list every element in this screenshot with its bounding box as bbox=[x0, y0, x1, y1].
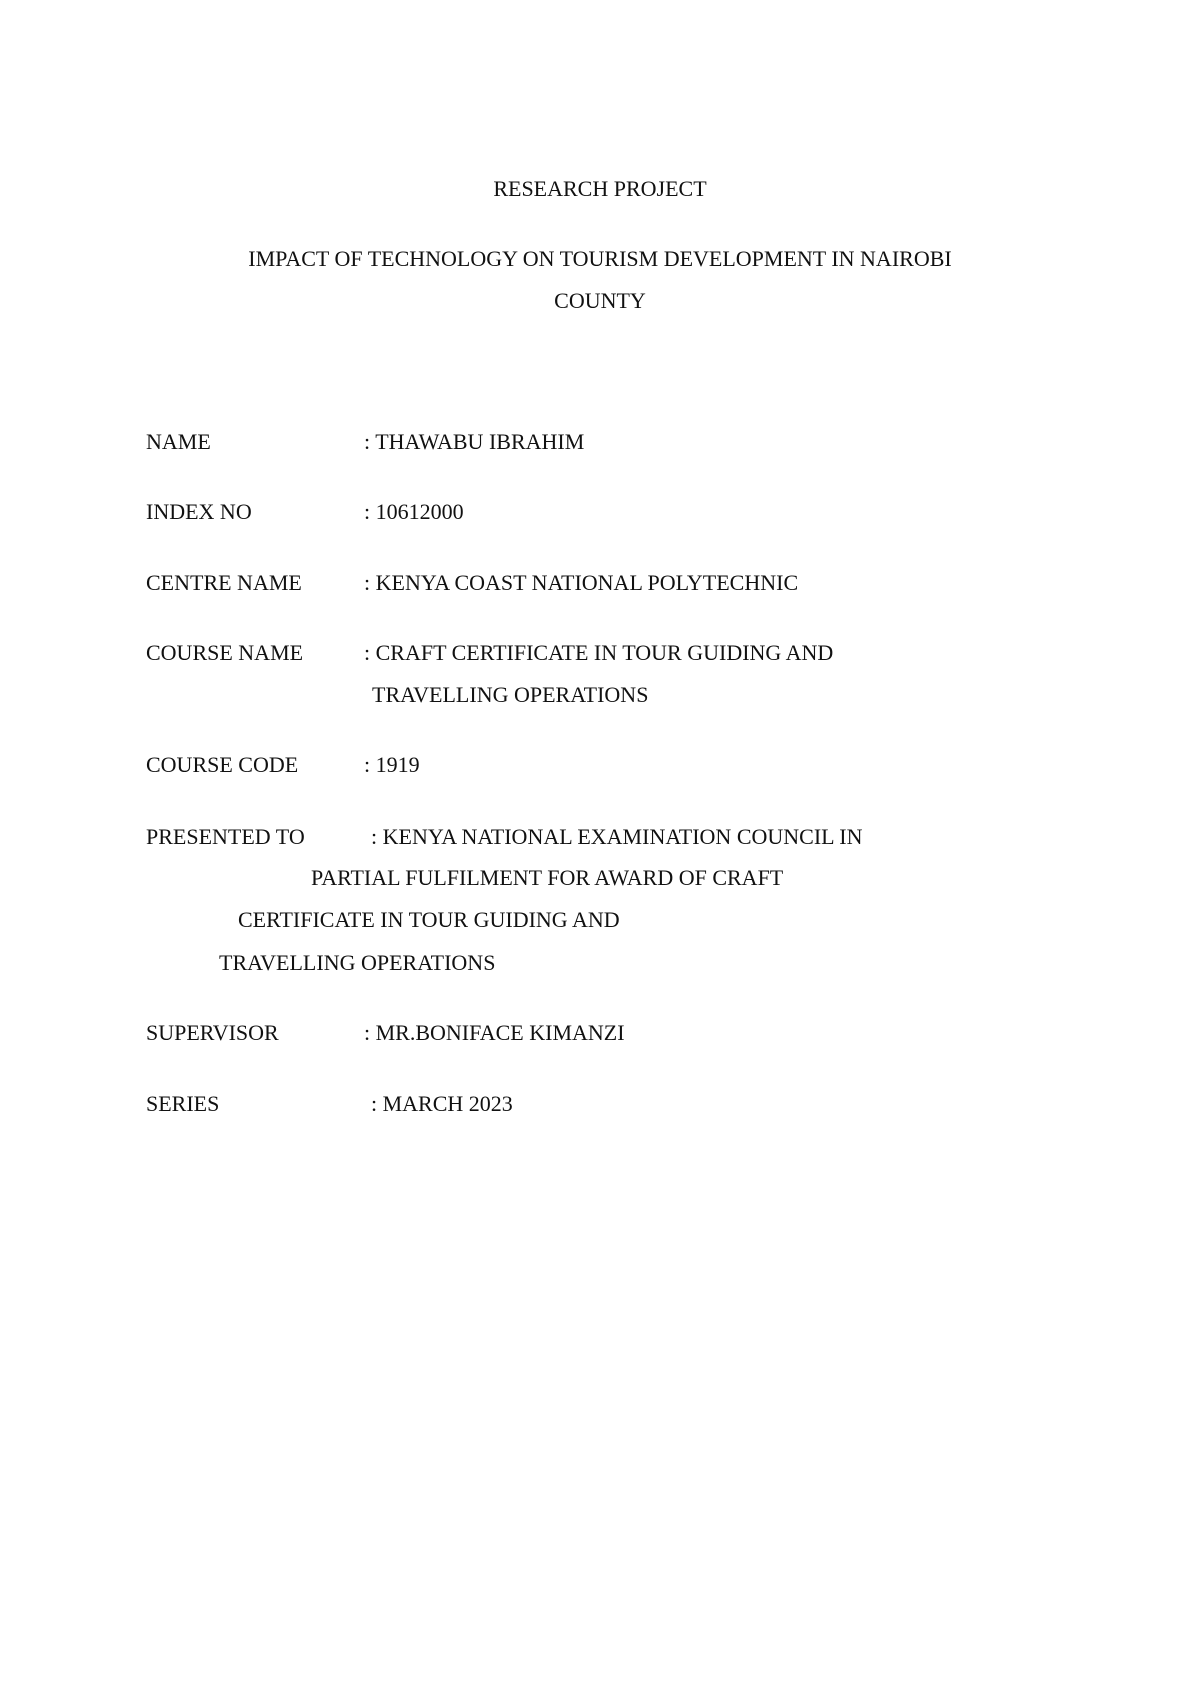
series-value: : MARCH 2023 bbox=[371, 1091, 513, 1116]
index-no-label: INDEX NO bbox=[146, 499, 252, 524]
series-label: SERIES bbox=[146, 1091, 220, 1116]
course-name-label: COURSE NAME bbox=[146, 640, 304, 665]
presented-to-value-line-4: TRAVELLING OPERATIONS bbox=[219, 950, 496, 975]
supervisor-value: : MR.BONIFACE KIMANZI bbox=[364, 1020, 625, 1045]
course-code-label: COURSE CODE bbox=[146, 752, 299, 777]
course-name-value-line-1: : CRAFT CERTIFICATE IN TOUR GUIDING AND bbox=[364, 640, 834, 665]
index-no-value: : 10612000 bbox=[364, 499, 464, 524]
project-title-line-2: COUNTY bbox=[554, 288, 646, 313]
supervisor-label: SUPERVISOR bbox=[146, 1020, 279, 1045]
centre-name-label: CENTRE NAME bbox=[146, 570, 302, 595]
name-label: NAME bbox=[146, 429, 211, 454]
presented-to-value-line-1: : KENYA NATIONAL EXAMINATION COUNCIL IN bbox=[371, 824, 863, 849]
course-name-value-line-2: TRAVELLING OPERATIONS bbox=[372, 682, 649, 707]
name-value: : THAWABU IBRAHIM bbox=[364, 429, 585, 454]
project-title-line-1: IMPACT OF TECHNOLOGY ON TOURISM DEVELOPMENT IN NAIROBI bbox=[248, 246, 952, 271]
document-heading: RESEARCH PROJECT bbox=[493, 176, 707, 201]
presented-to-value-line-2: PARTIAL FULFILMENT FOR AWARD OF CRAFT bbox=[311, 865, 784, 890]
course-code-value: : 1919 bbox=[364, 752, 420, 777]
centre-name-value: : KENYA COAST NATIONAL POLYTECHNIC bbox=[364, 570, 799, 595]
presented-to-label: PRESENTED TO bbox=[146, 824, 305, 849]
presented-to-value-line-3: CERTIFICATE IN TOUR GUIDING AND bbox=[238, 907, 620, 932]
